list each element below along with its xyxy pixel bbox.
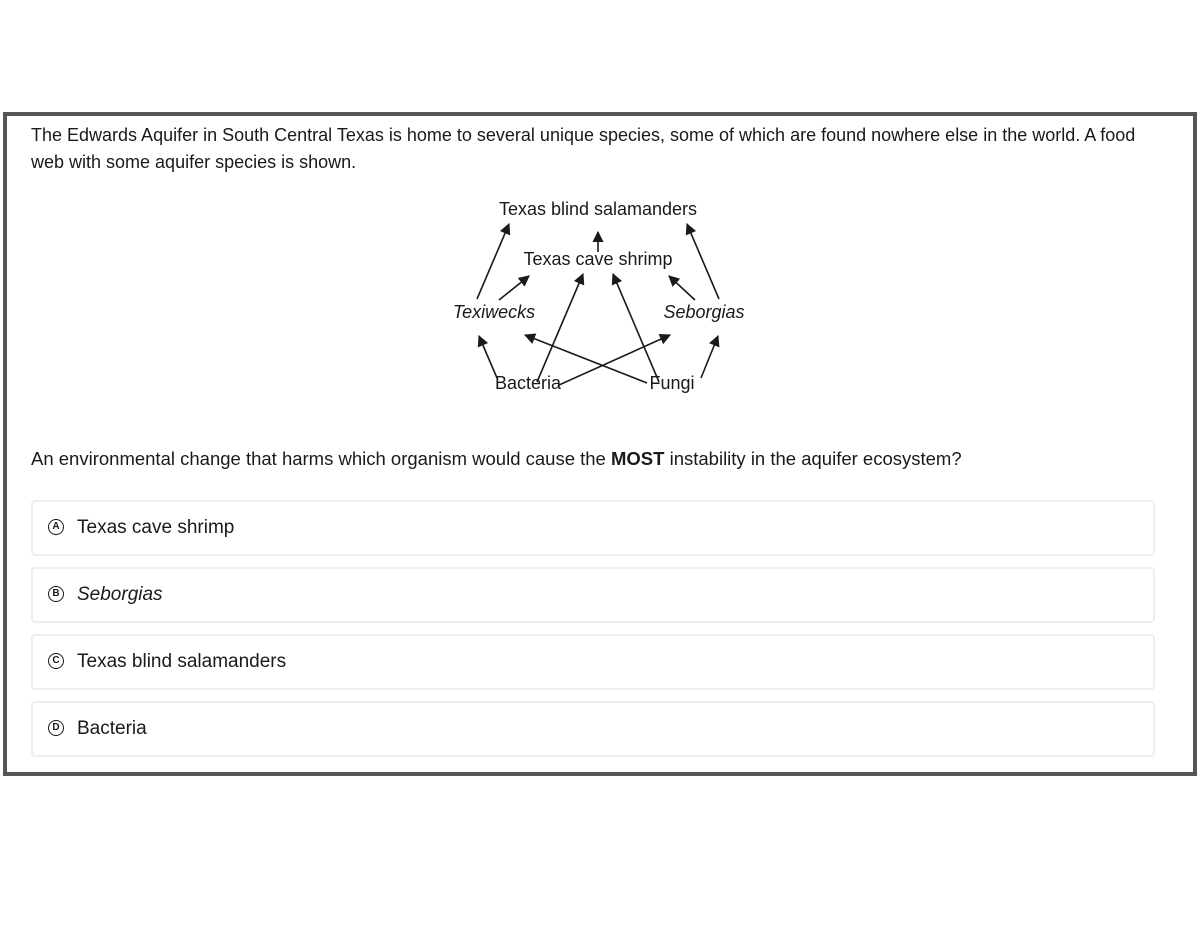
choice-text-a: Texas cave shrimp (77, 517, 235, 538)
question-stem: The Edwards Aquifer in South Central Texas is home to several unique species, some of which are found nowhere else in the world. A food web with some aquifer species is shown. (31, 125, 1136, 172)
arrow-seborgias-to-salamanders (687, 224, 719, 299)
choice-letter-c: C (48, 653, 64, 669)
arrow-bacteria-to-texiwecks (479, 336, 497, 378)
node-seborgias: Seborgias (663, 302, 745, 322)
choice-text-b: Seborgias (77, 584, 163, 605)
question-prompt: An environmental change that harms which organism would cause the MOST instability in the aquifer ecosystem? (31, 448, 962, 469)
node-shrimp: Texas cave shrimp (523, 249, 673, 269)
choice-letter-d: D (48, 720, 64, 736)
node-bacteria: Bacteria (494, 373, 562, 393)
arrow-texiwecks-to-salamanders (477, 224, 509, 299)
choice-d[interactable] (31, 701, 1155, 757)
arrow-fungi-to-seborgias (701, 336, 718, 378)
choice-a[interactable] (31, 500, 1155, 556)
choice-letter-b: B (48, 586, 64, 602)
arrow-bacteria-to-shrimp (537, 274, 583, 382)
emphasis-word: MOST (611, 448, 665, 469)
question-panel (3, 112, 1197, 776)
arrow-texiwecks-to-shrimp (499, 276, 529, 300)
food-web-diagram (437, 194, 757, 399)
node-texiwecks: Texiwecks (452, 302, 536, 322)
choice-b[interactable] (31, 567, 1155, 623)
arrow-seborgias-to-shrimp (669, 276, 695, 300)
choice-text-d: Bacteria (77, 718, 147, 739)
choice-letter-a: A (48, 519, 64, 535)
node-salamanders: Texas blind salamanders (498, 199, 698, 219)
choice-c[interactable] (31, 634, 1155, 690)
arrow-fungi-to-shrimp (613, 274, 659, 382)
node-fungi: Fungi (649, 373, 695, 393)
choice-text-c: Texas blind salamanders (77, 651, 287, 672)
